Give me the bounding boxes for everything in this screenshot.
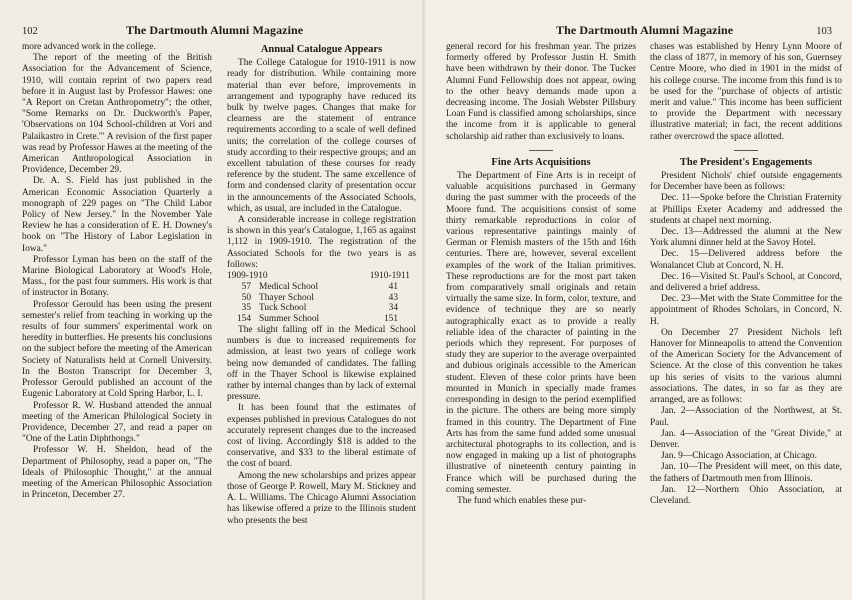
paragraph: general record for his freshman year. The prizes formerly offered by Professor Justin H. Smith have been withdrawn by their donor. The Tucker Alumni Fund Fellowship does not appear, owing to the other heavy demands made upon a decreasing income. The Josiah Webster Pillsbury Loan Fund is classified among scholarships, since the income from it is applicable to general scholarship aid rather than exclusively to loans. [446,42,636,142]
paragraph: Jan. 12—Northern Ohio Association, at Cleveland. [650,484,842,506]
moore-fund-text [650,42,842,143]
paragraph: Dec. 15—Delivered address before the Wonalancet Club at Concord, N. H. [650,249,842,271]
right-page-number: 103 [816,26,832,37]
paragraph: Among the new scholarships and prizes appear those of George P. Rowell, Mary M. Stickney and A. L. Williams. The Chicago Alumni Association has likewise offered a prize to the Illinois student who presents the best [227,470,416,526]
right-running-head: The Dartmouth Alumni Magazine [556,23,734,37]
paragraph: Jan. 10—The President will meet, on this date, the fathers of Dartmouth men from Illinois. [650,462,842,484]
paragraph: Professor W. H. Sheldon, head of the Department of Philosophy, read a paper on, "The Ideals of Philosophic Thought," at the annual meeting of the American Philosophic Association in Princeton, December 27. [22,445,212,501]
section-heading-annual-catalogue: Annual Catalogue Appears [260,44,383,55]
catalogue-text-b [227,325,416,527]
table-cell-b: 151 [383,314,398,325]
paragraph: On December 27 President Nichols left Hanover for Minneapolis to attend the Convention of the American Society for the Advancement of Science. At the close of this convention he takes up his series of visits to the various alumni associations. The dates, in so far as they are arranged, are as follows: [650,327,842,406]
paragraph: Professor Lyman has been on the staff of the Marine Biological Laboratory at Wood's Hole, Mass., for the past four summers. His work is that of instructor in Botany. [22,254,212,299]
registration-col-a: 1909-1910 [227,271,268,282]
left-column-1 [22,42,212,527]
paragraph: Dec. 13—Addressed the alumni at the New York alumni dinner held at the Savoy Hotel. [650,227,842,249]
paragraph: Dec. 16—Visited St. Paul's School, at Concord, and delivered a brief address. [650,271,842,294]
registration-table [227,271,416,325]
paragraph: Dec. 23—Met with the State Committee for the appointment of Rhodes Scholars, in Concord, N. H. [650,294,842,327]
paragraph: Professor R. W. Husband attended the annual meeting of the American Philological Society in Providence, December 27, and read a paper on "One of the Latin Diphthongs." [22,400,212,445]
catalogue-text-a [227,58,416,271]
table-cell-school: Medical School [259,281,319,292]
right-page [426,0,852,600]
left-column-2 [227,42,416,527]
paragraph: Jan. 4—Association of the "Great Divide," at Denver. [650,428,842,450]
right-columns [446,42,842,507]
right-column-1 [446,42,636,507]
fine-arts-text [446,171,636,507]
table-row [227,293,416,304]
right-column-2 [650,42,842,507]
left-running-head: The Dartmouth Alumni Magazine [126,23,304,37]
paragraph: Jan. 9—Chicago Association, at Chicago. [661,451,817,462]
scholarship-text [446,42,636,143]
paragraph: The Department of Fine Arts is in receipt of valuable acquisitions purchased in Germany during the past summer with the proceeds of the Moore fund. The acquisitions consist of some thirty remarkable reproductions in color of various representative paintings mainly of German or Flemish masters of the 15th and 16th centuries. There are, however, several excellent examples of the work of the Italian primitives. These reproductions are for the most part taken from comparatively small originals and retain virtually the same size. In form, color, texture, and evidence of technique they are so nearly autographically exact as to provide a really reliable idea of the character of painting in the periods which they represent. For purposes of study they are superior to the average overpainted and dubious originals accessible to the American student. Eleven of these color prints have been mounted in Munich in specially made frames corresponding in design to the period exemplified in the picture. The others are being more simply framed in this country. The Department of Fine Arts has from the same fund added some unusual architectural photographs to its collection, and is now engaged in making up a list of photographs illustrative of nineteenth century painting in France which will be purchased during the coming semester. [446,171,636,495]
section-heading-fine-arts: Fine Arts Acquisitions [491,156,591,168]
paragraph: Dec. 11—Spoke before the Christian Fraternity at Phillips Exeter Academy and addressed the students at chapel next morning. [650,193,842,226]
table-cell-a: 154 [236,314,251,325]
section-heading-presidents-engagements: The President's Engagements [679,156,813,168]
table-row [227,303,416,314]
table-cell-school: Thayer School [259,292,314,303]
paragraph: more advanced work in the college. [22,42,156,52]
paragraph: The College Catalogue for 1910-1911 is now ready for distribution. While containing more material than ever before, improvements in arrangement and typography have reduced its bulk by twelve pages. Changes that make for clearness are the statement of entrance requirements according to a scale of well defined units; the correlation of the college courses of study according to their respective groups; and an excellent tabulation of these courses for ready reference by the student. The same excellence of form and condensed clarity of presentation occur in the announcements of the Associated Schools, which, as usual, are included in the Catalogue. [227,58,416,214]
registration-col-b: 1910-1911 [369,271,410,282]
left-page-number: 102 [22,26,38,37]
table-cell-a: 57 [241,281,251,292]
table-cell-b: 43 [388,292,398,303]
engagements-text [650,171,842,507]
section-divider [529,150,553,151]
paragraph: It has been found that the estimates of expenses published in previous Catalogues do not accurately represent changes due to the increased cost of living. Accordingly $18 is added to the conservative, and $33 to the liberal estimate of the cost of board. [227,403,416,470]
paragraph: President Nichols' chief outside engagements for December have been as follows: [650,171,842,193]
table-cell-school: Summer School [259,314,320,325]
paragraph: Jan. 2—Association of the Northwest, at St. Paul. [650,406,842,428]
left-columns [22,42,416,527]
table-row [227,314,416,325]
paragraph: The slight falling off in the Medical School numbers is due to increased requirements for admission, at least two years of college work being now demanded of candidates. The falling off in the Thayer School is likewise explained rather by internal changes than by lack of external pressure. [227,325,416,403]
paragraph: The fund which enables these pur- [457,495,587,506]
section-divider [734,150,758,151]
paragraph: A considerable increase in college registration is shown in this year's Catalogue, 1,165 as against 1,112 in 1909-1910. The registration of the Associated Schools for the two years is as follows: [227,215,416,270]
table-cell-b: 34 [388,303,398,314]
table-cell-b: 41 [388,281,398,292]
paragraph: Dr. A. S. Field has just published in the American Economic Association Quarterly a monograph of 229 pages on "The Child Labor Policy of New Jersey." In the November Yale Review he has a consideration of E. H. Downey's book on "The History of Labor Legislation in Iowa." [22,176,212,254]
table-cell-school: Tuck School [259,303,307,314]
paragraph: chases was established by Henry Lynn Moore of the class of 1877, in memory of his son, Guernsey Centre Moore, who died in 1901 in the midst of his college course. The income from this fund is to be used for the "purchase of objects of artistic merit and value." This income has been sufficient to provide the Department with necessary illustrative material; in fact, the recent additions rather overcrowd the space allotted. [650,42,842,142]
paragraph: Professor Gerould has been using the present semester's relief from teaching in working up the results of four summers' experimental work on heredity in butterflies. He presents his conclusions on the subject before the meeting of the American Society of Naturalists held at Cornell University. In the Boston Transcript for December 3, Professor Gerould published an account of the Eugenic Laboratory at Cold Spring Harbor, L. I. [22,299,212,400]
table-cell-a: 35 [241,303,251,314]
paragraph: The report of the meeting of the British Association for the Advancement of Science, 1910, will contain reprint of two papers read before it in August last by Professor Hawes: one "A Report on Cretan Anthropometry"; the other, "Some Remarks on Dr. Duckworth's Paper, 'Observations on 104 School-children at Vori and Palaikastro in Crete.'" A revision of the first paper was read by Professor Hawes at the meeting of the American Anthropological Association in Providence, December 29. [22,53,212,176]
table-cell-a: 50 [241,292,251,303]
table-row [227,282,416,293]
